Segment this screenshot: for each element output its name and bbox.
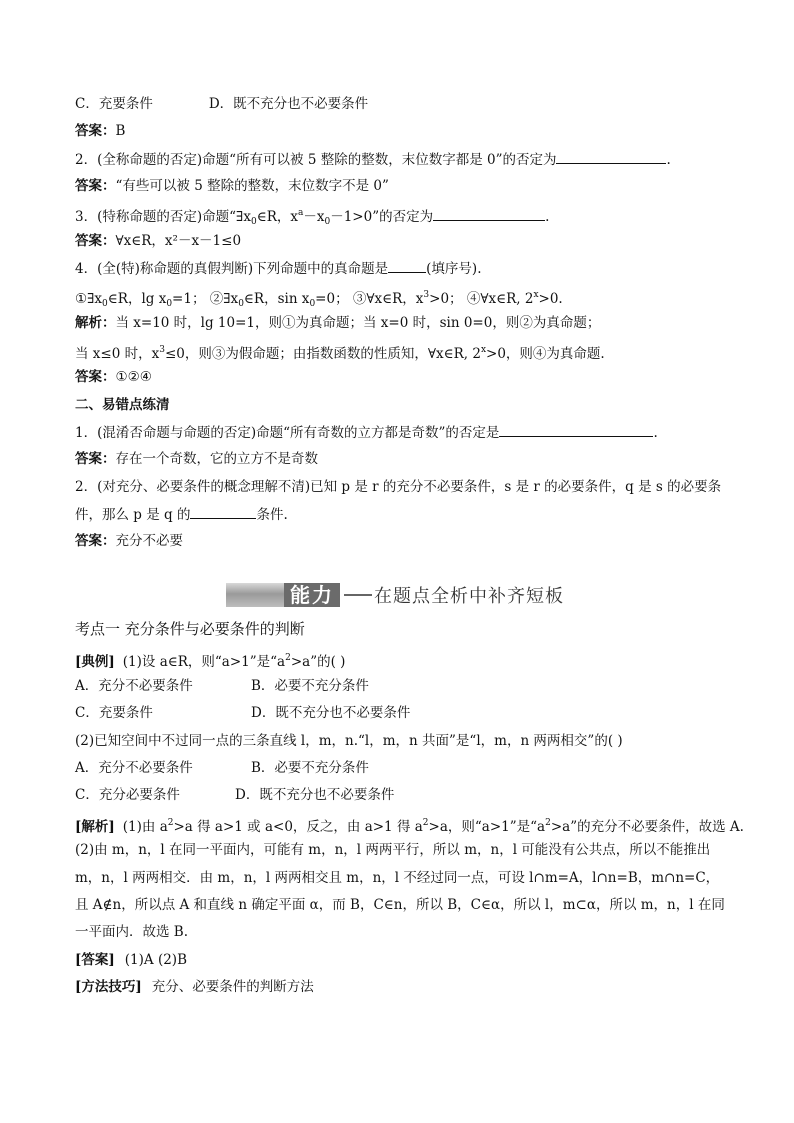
question-end: (填序号). — [426, 261, 482, 277]
banner-subtitle: 在题点全析中补齐短板 — [374, 586, 564, 607]
analysis-text: >a，则“a>1”是“a — [428, 819, 546, 835]
option-a: A．充分不必要条件 — [75, 678, 193, 694]
analysis-line-5: 一平面内．故选 B. — [75, 924, 189, 940]
fill-blank — [556, 150, 666, 164]
option-c: C．充要条件 — [75, 96, 153, 112]
question-2 — [75, 150, 671, 169]
item-text: =1； ②∃x — [172, 291, 239, 307]
analysis-text: >a”的充分不必要条件，故选 A. — [550, 819, 744, 835]
banner-dash — [344, 594, 372, 596]
banner-gradient-block — [226, 583, 284, 607]
options-ab-2 — [75, 759, 369, 777]
answer-line — [75, 532, 183, 550]
answer-line — [75, 122, 125, 140]
solution-text: ≤0，则③为假命题；由指数函数的性质知，∀x∈R, 2 — [164, 346, 481, 362]
option-a: A．充分不必要条件 — [75, 760, 193, 776]
question-text: 1．(混淆否命题与命题的否定)命题“所有奇数的立方都是奇数”的否定是 — [75, 425, 500, 441]
option-c: C．充分必要条件 — [75, 787, 180, 803]
analysis-text: (1)由 a — [122, 819, 168, 835]
option-b: B．必要不充分条件 — [251, 760, 369, 776]
answer-value: B — [115, 123, 126, 139]
fill-blank — [388, 259, 426, 273]
question-text: －x — [303, 209, 325, 225]
answer-value: 存在一个奇数，它的立方不是奇数 — [115, 451, 318, 467]
option-d: D．既不充分也不必要条件 — [208, 96, 369, 112]
options-cd-2 — [75, 786, 394, 804]
question-4 — [75, 259, 481, 278]
fill-blank — [499, 423, 653, 437]
solution-text: >0，则④为真命题. — [486, 346, 605, 362]
option-d: D．既不充分也不必要条件 — [235, 787, 395, 803]
example-2: (2)已知空间中不过同一点的三条直线 l，m，n.“l，m，n 共面”是“l，m，n 两两相交”的( ) — [75, 733, 623, 749]
option-d: D．既不充分也不必要条件 — [251, 705, 411, 721]
error-question-1 — [75, 423, 658, 442]
option-c: C．充要条件 — [75, 705, 153, 721]
example-label: [典例] — [75, 654, 115, 670]
question-end: . — [666, 152, 671, 168]
method-label: [方法技巧] — [75, 979, 142, 995]
analysis-text: >a 得 a>1 或 a<0，反之，由 a>1 得 a — [173, 819, 423, 835]
example-1: [典例] (1)设 a∈R，则“a>1”是“$a^2>a$”的( ) — [75, 653, 346, 670]
answer-line — [75, 368, 152, 386]
fill-blank — [433, 207, 545, 221]
analysis-line-3: m，n，l 两两相交．由 m，n，l 两两相交且 m，n，l 不经过同一点，可设 l∩m=A，l∩n=B，m∩n=C， — [75, 870, 720, 886]
item-text: ①∃x — [75, 291, 103, 307]
answer-value: “有些可以被 5 整除的整数，末位数字不是 0” — [115, 178, 389, 194]
answer-block — [75, 951, 187, 969]
answer-label: 答案： — [75, 451, 116, 467]
answer-line — [75, 177, 389, 195]
error-question-2-cont — [75, 505, 288, 524]
example-text: (1)设 a∈R，则“a>1”是“a — [122, 654, 286, 670]
answer-label: 答案： — [75, 123, 116, 139]
option-line-c-d — [75, 95, 368, 113]
ability-banner — [226, 582, 564, 608]
question-text: 2．(全称命题的否定)命题“所有可以被 5 整除的整数，末位数字都是 0”的否定为 — [75, 152, 557, 168]
solution-text: 当 x=10 时，lg 10=1，则①为真命题；当 x=0 时，sin 0=0，则②为真命题； — [115, 315, 601, 331]
answer-value: 充分不必要 — [115, 533, 183, 549]
method-text: 充分、必要条件的判断方法 — [151, 979, 314, 995]
item-text: =0； ③∀x∈R，x — [315, 291, 424, 307]
item-text: ∈R，sin x — [243, 291, 310, 307]
answer-label: 答案： — [75, 369, 116, 385]
answer-line — [75, 232, 241, 250]
solution-line: 当 x≤0 时，$x^3\le 0$，则③为假命题；由指数函数的性质知，∀x∈R, $2^x>0$，则④为真命题. — [75, 345, 605, 362]
options-cd-1 — [75, 704, 410, 722]
answer-value: ①②④ — [115, 369, 152, 385]
item-text: ∈R，lg x — [107, 291, 167, 307]
method-tips — [75, 978, 314, 996]
question-text: ∈R，x — [256, 209, 298, 225]
question-text: 3．(特称命题的否定)命题“∃x — [75, 209, 251, 225]
solution-text: 当 x≤0 时，x — [75, 346, 160, 362]
analysis-line-1: [解析] (1)由 $a^2>a$ 得 a>1 或 a<0，反之，由 a>1 得 $a^2>a$，则“a>1”是“$a^2>a$”的充分不必要条件，故选 A. — [75, 818, 744, 835]
error-question-2: 2．(对充分、必要条件的概念理解不清)已知 p 是 r 的充分不必要条件，s 是 r 的必要条件，q 是 s 的必要条 — [75, 479, 722, 495]
answer-value: (1)A (2)B — [124, 952, 187, 968]
options-ab-1 — [75, 677, 369, 695]
answer-label: 答案： — [75, 178, 116, 194]
banner-title: 能力 — [284, 583, 340, 607]
solution-line — [75, 314, 600, 332]
question-text: 件，那么 p 是 q 的 — [75, 507, 191, 523]
solution-label: 解析： — [75, 315, 116, 331]
item-text: >0； ④∀x∈R, 2 — [429, 291, 534, 307]
option-b: B．必要不充分条件 — [251, 678, 369, 694]
answer-value: ∀x∈R，x²－x－1≤0 — [115, 233, 242, 249]
analysis-line-4: 且 A∉n，所以点 A 和直线 n 确定平面 α，而 B，C∈n，所以 B，C∈α，所以 l，m⊂α，所以 m，n，l 在同 — [75, 897, 725, 913]
answer-label: [答案] — [75, 952, 115, 968]
question-text: 4．(全(特)称命题的真假判断)下列命题中的真命题是 — [75, 261, 389, 277]
item-text: >0. — [538, 291, 563, 307]
section-heading: 二、易错点练清 — [75, 397, 170, 413]
topic-heading: 考点一 充分条件与必要条件的判断 — [75, 620, 305, 638]
example-text: >a”的( ) — [290, 654, 346, 670]
answer-label: 答案： — [75, 533, 116, 549]
question-3: 3．(特称命题的否定)命题“$\exists x_0\in R$，$x^a-x_0-1>0$”的否定为 . — [75, 208, 550, 227]
answer-line — [75, 450, 318, 468]
question-text: －1>0”的否定为 — [330, 209, 434, 225]
fill-blank — [190, 505, 256, 519]
question-end: . — [545, 209, 550, 225]
answer-label: 答案： — [75, 233, 116, 249]
analysis-label: [解析] — [75, 819, 115, 835]
analysis-line-2: (2)由 m，n，l 在同一平面内，可能有 m，n，l 两两平行，所以 m，n，l 可能没有公共点，所以不能推出 — [75, 842, 711, 858]
question-end: . — [653, 425, 658, 441]
question-4-items: $①\exists x_0\in R$，$\lg x_0=1$； $②\exists x_0\in R$，$\sin x_0=0$； ③∀x∈R，$x^3>0$； ④∀x∈R, $2^x>0$. — [75, 290, 563, 309]
question-end: 条件. — [256, 507, 288, 523]
